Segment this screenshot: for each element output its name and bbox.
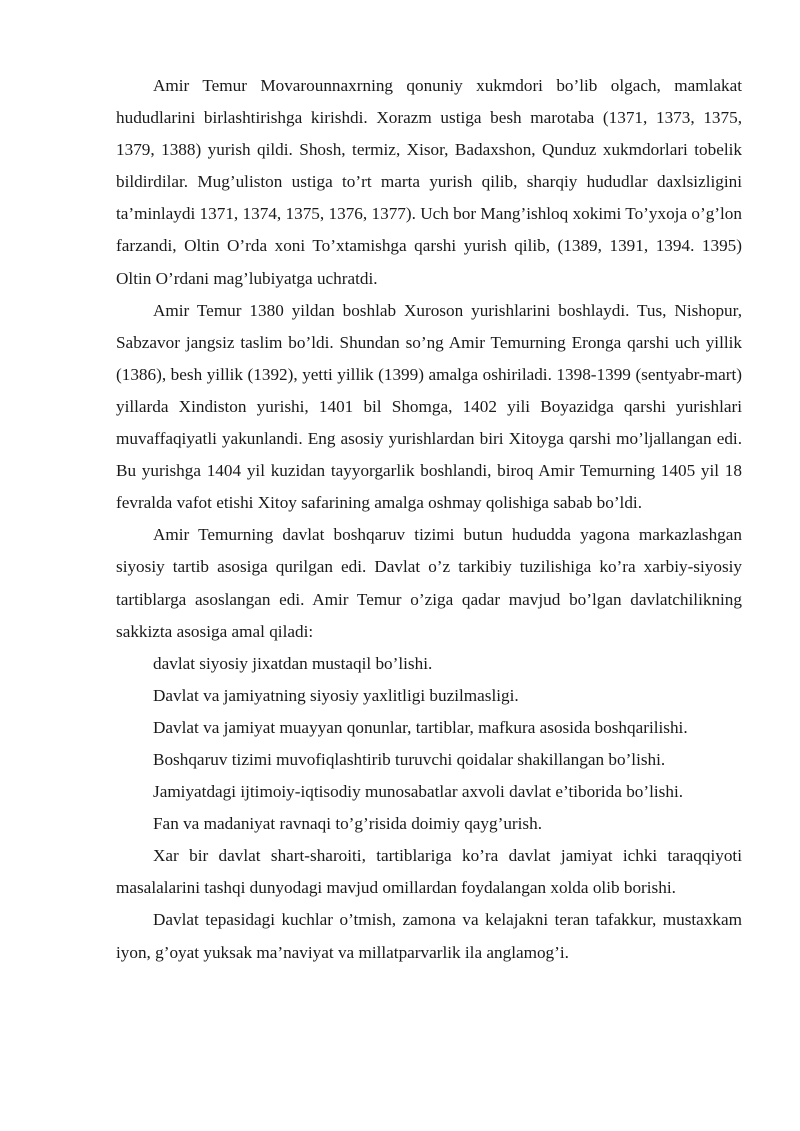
- list-item: Boshqaruv tizimi muvofiqlashtirib turuvchi qoidalar shakillangan bo’lishi.: [153, 749, 666, 769]
- list-item: Jamiyatdagi ijtimoiy-iqtisodiy munosabatlar axvoli davlat e’tiborida bo’lishi.: [153, 782, 684, 802]
- principles-list: [116, 648, 742, 841]
- list-item: Fan va madaniyat ravnaqi to’g’risida doimiy qayg’urish.: [153, 814, 543, 834]
- list-item: Davlat va jamiyat muayyan qonunlar, tartiblar, mafkura asosida boshqarilishi.: [153, 717, 688, 737]
- paragraph-conquests: Amir Temur Movarounnaxrning qonuniy xukmdori bo’lib olgach, mamlakat hududlarini birlashtirishga kirishdi. Xorazm ustiga besh marotaba (1371, 1373, 1375, 1379, 1388) yurish qildi. Shosh, termiz, Xisor, Badaxshon, Qunduz xukmdorlari tobelik bildirdilar. Mug’uliston ustiga to’rt marta yurish qilib, sharqiy hududlar daxlsizligini ta’minlaydi 1371, 1374, 1375, 1376, 1377). Uch bor Mang’ishloq xokimi To’yxoja o’g’lon farzandi, Oltin O’rda xoni To’xtamishga qarshi yurish qilib, (1389, 1391, 1394. 1395) Oltin O’rdani mag’lubiyatga uchratdi.: [116, 76, 742, 288]
- list-item: Davlat va jamiyatning siyosiy yaxlitligi buzilmasligi.: [153, 685, 519, 705]
- document-page: [116, 70, 742, 969]
- paragraph-state-conditions: Xar bir davlat shart-sharoiti, tartiblariga ko’ra davlat jamiyat ichki taraqqiyoti masalalarini tashqi dunyodagi mavjud omillardan foydalangan xolda olib borishi.: [116, 846, 742, 898]
- paragraph-governance: Amir Temurning davlat boshqaruv tizimi butun hududda yagona markazlashgan siyosiy tartib asosiga qurilgan edi. Davlat o’z tarkibiy tuzilishiga ko’ra xarbiy-siyosiy tartiblarga asoslangan edi. Amir Temur o’ziga qadar mavjud bo’lgan davlatchilikning sakkizta asosiga amal qiladi:: [116, 525, 742, 641]
- paragraph-state-leadership: Davlat tepasidagi kuchlar o’tmish, zamona va kelajakni teran tafakkur, mustaxkam iyon, g’oyat yuksak ma’naviyat va millatparvarlik ila anglamog’i.: [116, 910, 742, 962]
- list-item: davlat siyosiy jixatdan mustaqil bo’lishi.: [153, 653, 433, 673]
- paragraph-campaigns: Amir Temur 1380 yildan boshlab Xuroson yurishlarini boshlaydi. Tus, Nishopur, Sabzavor jangsiz taslim bo’ldi. Shundan so’ng Amir Temurning Eronga qarshi uch yillik (1386), besh yillik (1392), yetti yillik (1399) amalga oshiriladi. 1398-1399 (sentyabr-mart) yillarda Xindiston yurishi, 1401 bil Shomga, 1402 yili Boyazidga qarshi yurishlari muvaffaqiyatli yakunlandi. Eng asosiy yurishlardan biri Xitoyga qarshi mo’ljallangan edi. Bu yurishga 1404 yil kuzidan tayyorgarlik boshlandi, biroq Amir Temurning 1405 yil 18 fevralda vafot etishi Xitoy safarining amalga oshmay qolishiga sabab bo’ldi.: [116, 300, 742, 513]
